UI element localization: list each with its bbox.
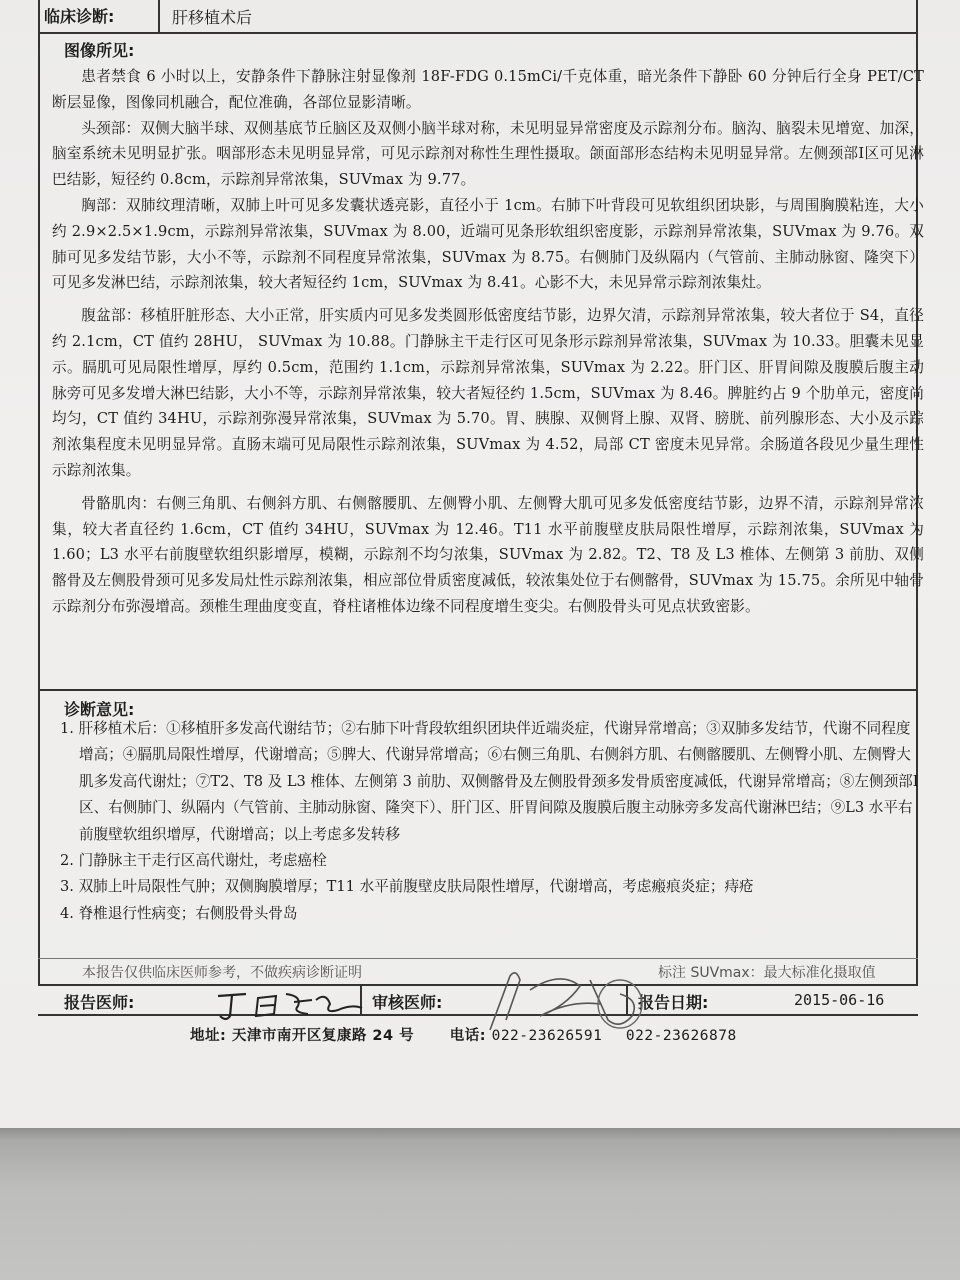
desk-shadow <box>0 1128 960 1280</box>
address-value: 天津市南开区复康路 24 号 <box>231 1028 415 1044</box>
opinion-item: 3. 双肺上叶局限性气肿；双侧胸膜增厚；T11 水平前腹壁皮肤局限性增厚，代谢增高，考虑瘢痕炎症；痔疮 <box>60 878 754 896</box>
footer-divider <box>38 958 918 959</box>
reviewer-label: 审核医师: <box>372 993 443 1012</box>
clinical-diagnosis-row <box>38 0 918 34</box>
suvmax-note: 标注 SUVmax：最大标准化摄取值 <box>658 965 876 981</box>
opinion-title: 诊断意见: <box>64 700 135 719</box>
phone-label: 电话: <box>449 1028 487 1044</box>
findings-paragraph: 头颈部：双侧大脑半球、双侧基底节丘脑区及双侧小脑半球对称，未见明显异常密度及示踪剂分布。脑沟、脑裂未见增宽、加深，脑室系统未见明显扩张。咽部形态未见明显异常，可见示踪剂对称性生理性摄取。颌面部形态结构未见明显异常。左侧颈部Ⅰ区可见淋巴结影，短径约 0.8cm，示踪剂异常浓集，SUVmax 为 9.77。 <box>52 119 924 189</box>
clinical-diagnosis-label: 临床诊断: <box>44 7 115 26</box>
phone-number-2: 022-23626878 <box>625 1028 737 1044</box>
opinion-body <box>60 716 920 927</box>
opinion-item: 2. 门静脉主干走行区高代谢灶，考虑癌栓 <box>60 852 327 870</box>
findings-paragraph: 腹盆部：移植肝脏形态、大小正常，肝实质内可见多发类圆形低密度结节影，边界欠清，示踪剂异常浓集，较大者位于 S4，直径约 2.1cm，CT 值约 28HU， SUVmax 为 10.88。门静脉主干走行区可见条形示踪剂异常浓集，SUVmax 为 10.33。胆囊未见显示。膈肌可见局限性增厚，厚约 0.5cm，范围约 1.1cm，示踪剂异常浓集，SUVmax 为 2.22。肝门区、肝胃间隙及腹膜后腹主动脉旁可见多发增大淋巴结影，大小不等，示踪剂异常浓集，较大者短径约 1.5cm，SUVmax 为 8.46。脾脏约占 9 个肋单元，密度尚均匀，CT 值约 34HU，示踪剂弥漫异常浓集，SUVmax 为 5.70。胃、胰腺、双侧肾上腺、双肾、膀胱、前列腺形态、大小及示踪剂浓集程度未见明显异常。直肠末端可见局限性示踪剂浓集，SUVmax 为 4.52，局部 CT 密度未见异常。余肠道各段见少量生理性示踪剂浓集。 <box>52 307 924 479</box>
findings-paragraph: 胸部：双肺纹理清晰，双肺上叶可见多发囊状透亮影，直径小于 1cm。右肺下叶背段可见软组织团块影，与周围胸膜粘连，大小约 2.9×2.5×1.9cm，示踪剂异常浓集，SUVmax 为 8.00，近端可见条形软组织密度影，示踪剂异常浓集，SUVmax 为 9.76。双肺可见多发结节影，大小不等，示踪剂不同程度异常浓集，SUVmax 为 8.75。右侧肺门及纵隔内（气管前、主肺动脉窗、隆突下）可见多发淋巴结，示踪剂浓集，较大者短径约 1cm，SUVmax 为 8.41。心影不大，未见异常示踪剂浓集灶。 <box>52 196 924 292</box>
section-divider <box>38 689 918 691</box>
report-doctor-label: 报告医师: <box>64 993 135 1012</box>
findings-body <box>52 64 924 620</box>
doctor-signature <box>212 986 372 1026</box>
phone-number-1: 022-23626591 <box>491 1028 603 1044</box>
opinion-item: 4. 脊椎退行性病变；右侧股骨头骨岛 <box>60 904 298 922</box>
findings-paragraph: 骨骼肌肉：右侧三角肌、右侧斜方肌、右侧髂腰肌、左侧臀小肌、左侧臀大肌可见多发低密度结节影，边界不清，示踪剂异常浓集，较大者直径约 1.6cm，CT 值约 34HU，SUVmax 为 12.46。T11 水平前腹壁皮肤局限性增厚，示踪剂浓集，SUVmax 为 1.60；L3 水平右前腹壁软组织影增厚，模糊，示踪剂不均匀浓集，SUVmax 为 2.82。T2、T8 及 L3 椎体、左侧第 3 前肋、双侧髂骨及左侧股骨颈可见多发局灶性示踪剂浓集，相应部位骨质密度减低，较浓集处位于右侧髂骨，SUVmax 为 15.75。余所见中轴骨示踪剂分布弥漫增高。颈椎生理曲度变直，脊柱诸椎体边缘不同程度增生变尖。右侧股骨头可见点状致密影。 <box>52 494 924 615</box>
report-date: 2015-06-16 <box>794 991 885 1009</box>
divider <box>158 0 160 34</box>
findings-title: 图像所见: <box>64 41 135 60</box>
address-label: 地址: <box>190 1028 227 1044</box>
report-date-label: 报告日期: <box>638 993 709 1012</box>
opinion-item: 1. 肝移植术后：①移植肝多发高代谢结节；②右肺下叶背段软组织团块伴近端炎症，代谢异常增高；③双肺多发结节，代谢不同程度增高；④膈肌局限性增厚，代谢增高；⑤脾大、代谢异常增高；⑥右侧三角肌、右侧斜方肌、右侧髂腰肌、左侧臀小肌、左侧臀大肌多发高代谢灶；⑦T2、T8 及 L3 椎体、左侧第 3 前肋、双侧髂骨及左侧股骨颈多发骨质密度减低，代谢异常增高；⑧左侧颈部Ⅰ区、右侧肺门、纵隔内（气管前、主肺动脉窗、隆突下）、肝门区、肝胃间隙及腹膜后腹主动脉旁多发高代谢淋巴结；⑨L3 水平右前腹壁软组织增厚，代谢增高；以上考虑多发转移 <box>60 720 919 843</box>
findings-paragraph: 患者禁食 6 小时以上，安静条件下静脉注射显像剂 18F-FDG 0.15mCi/千克体重，暗光条件下静卧 60 分钟后行全身 PET/CT 断层显像，图像同机融合，配位准确，各部位显影清晰。 <box>52 68 924 111</box>
disclaimer-text: 本报告仅供临床医师参考，不做疾病诊断证明 <box>82 965 362 981</box>
clinical-diagnosis-value: 肝移植术后 <box>172 8 253 27</box>
address-line <box>190 1024 737 1045</box>
